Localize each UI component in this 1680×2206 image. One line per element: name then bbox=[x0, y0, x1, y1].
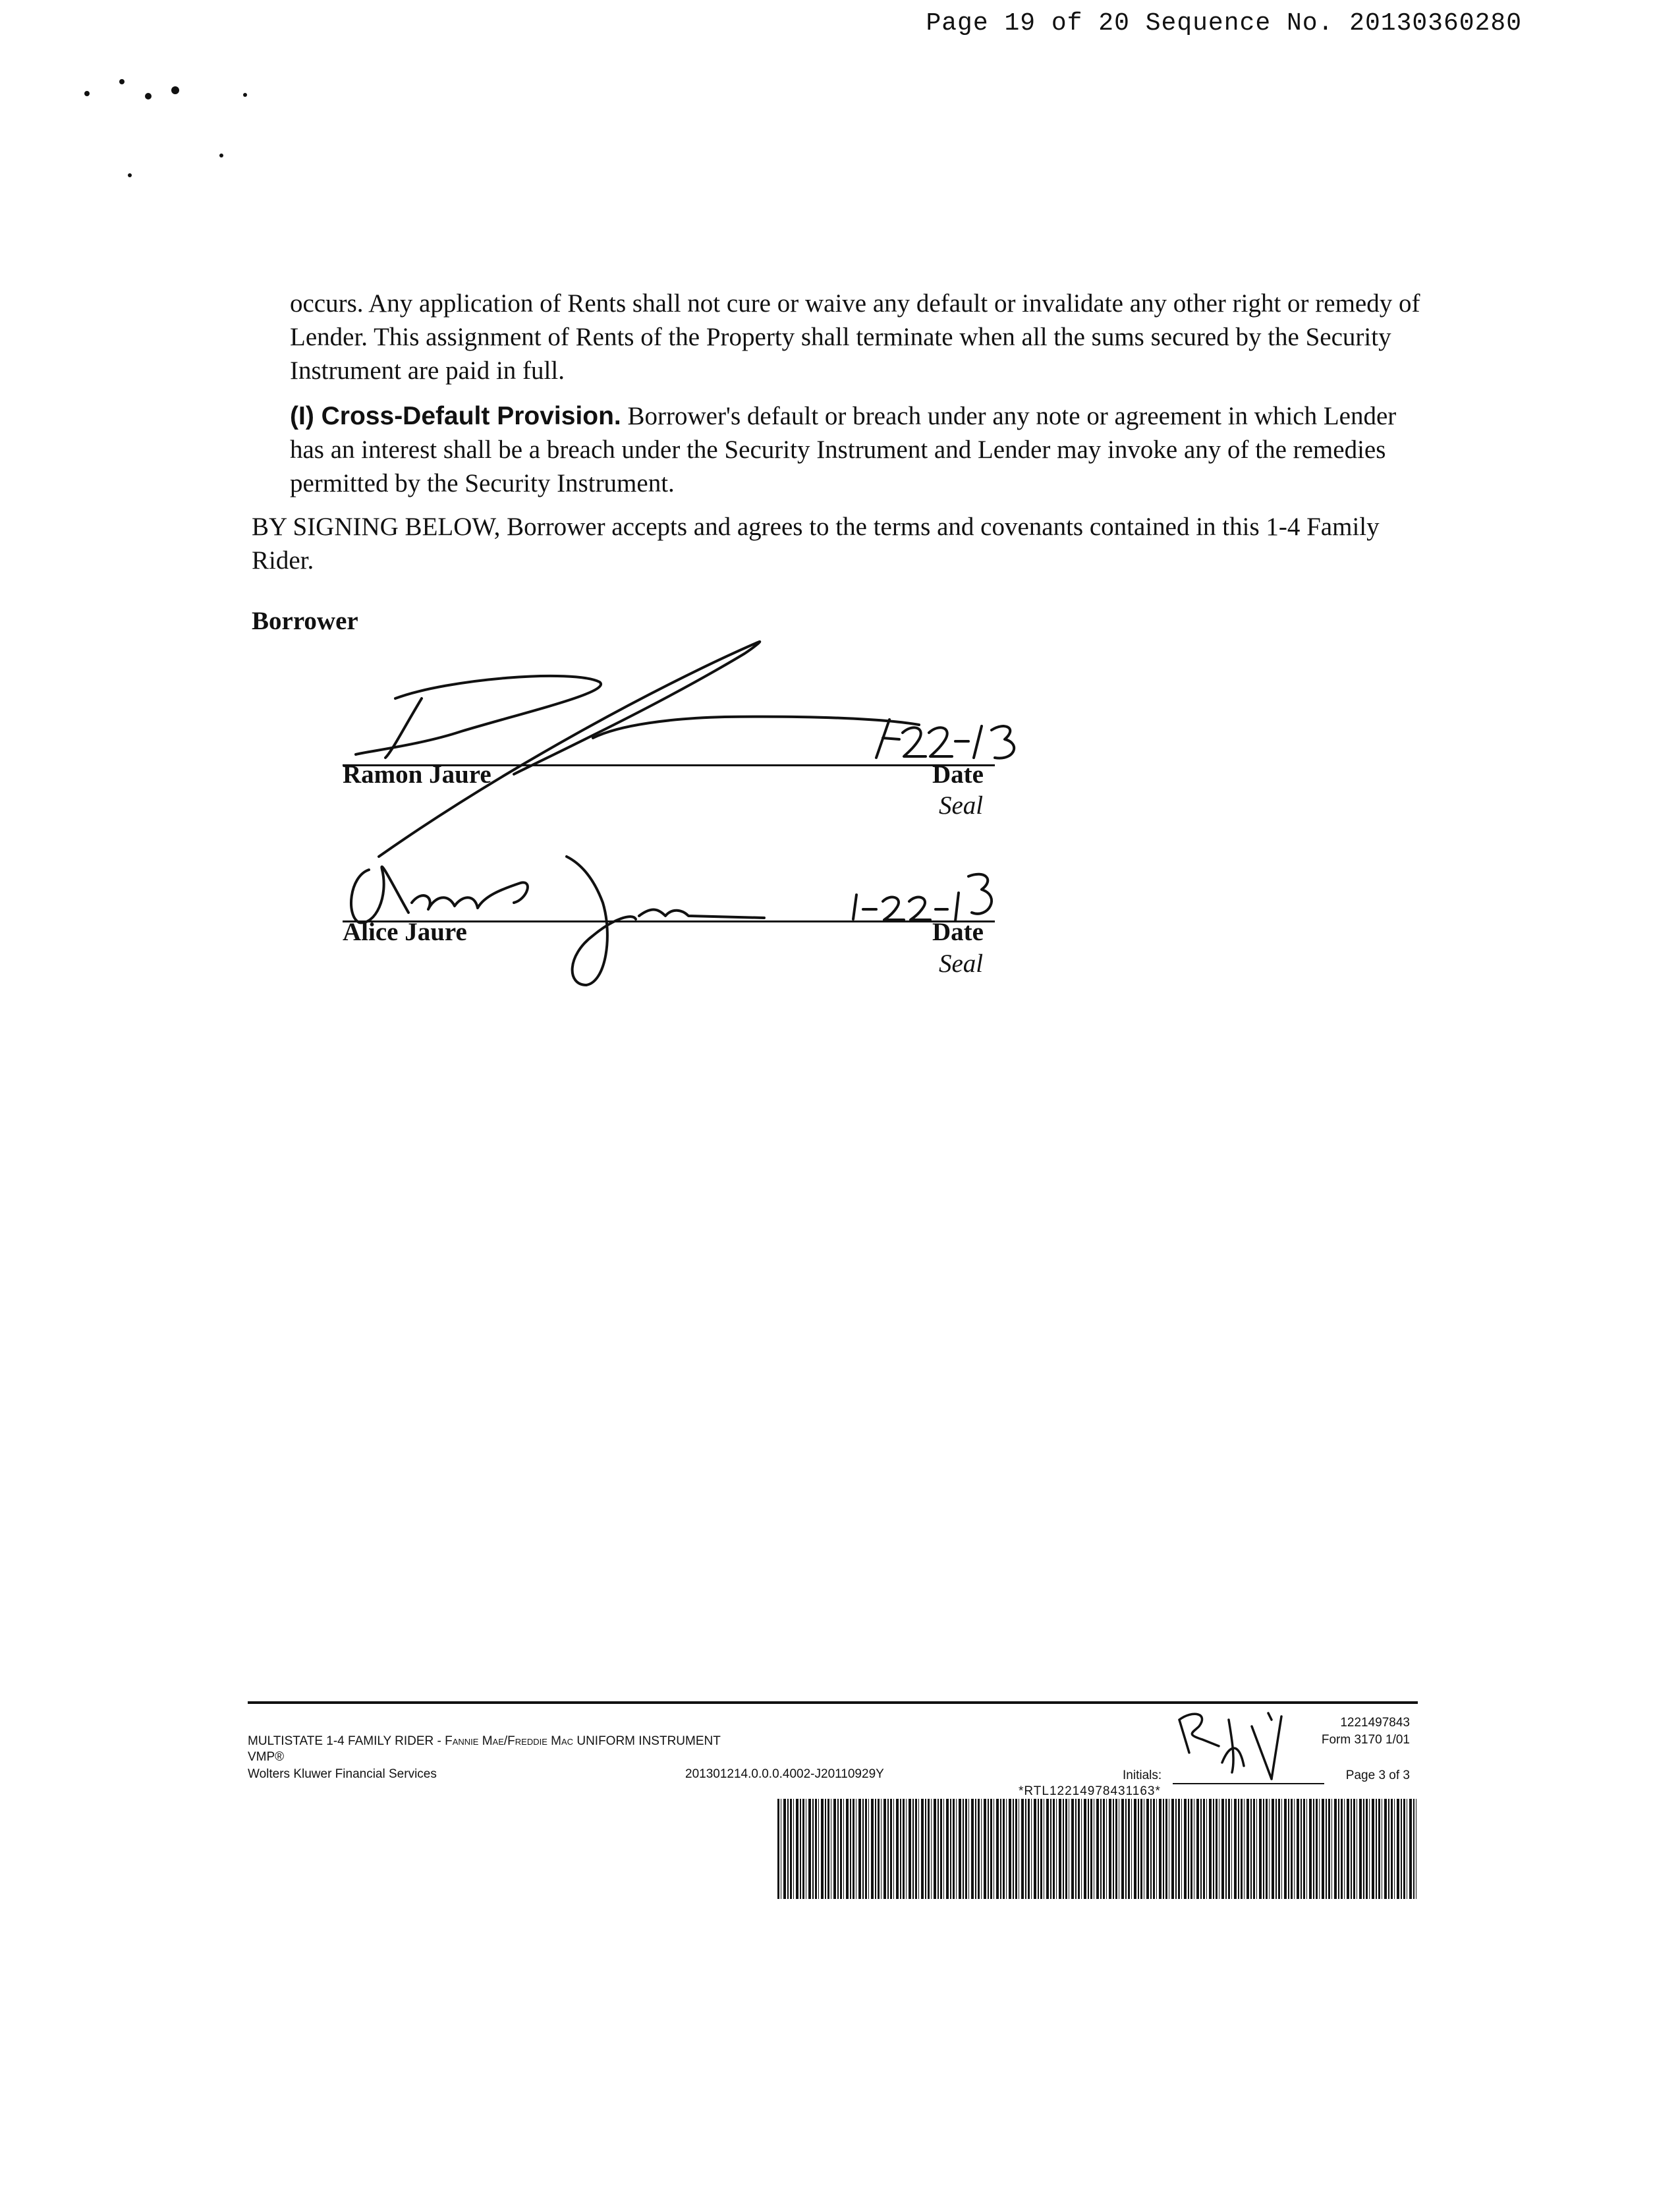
form-title: MULTISTATE 1-4 FAMILY RIDER - Fannie Mae/Freddie Mac UNIFORM INSTRUMENT bbox=[248, 1734, 721, 1748]
rents-paragraph-continuation: occurs. Any application of Rents shall not cure or waive any default or invalidate any other right or remedy of Lender. This assignment of Rents of the Property shall terminate when all the sums secured by the Security Instrument are paid in full. bbox=[290, 289, 1420, 385]
signing-statement: BY SIGNING BELOW, Borrower accepts and agrees to the terms and covenants contained in this 1-4 Family Rider. bbox=[252, 513, 1380, 575]
signer-1-seal-label: Seal bbox=[939, 791, 984, 820]
signer-1-name: Ramon Jaure bbox=[343, 760, 491, 789]
publisher-name: Wolters Kluwer Financial Services bbox=[248, 1767, 437, 1781]
signer-2-date-label: Date bbox=[932, 918, 984, 946]
cross-default-text: Borrower's default or breach under any note or agreement in which Lender has an interest shall be a breach under the Security Instrument and Lender may invoke any of the remedies permitted by the Security Instrument. bbox=[290, 402, 1397, 497]
loan-number: 1221497843 bbox=[1340, 1716, 1410, 1730]
document-code: 201301214.0.0.0.4002-J20110929Y bbox=[685, 1767, 884, 1781]
barcode bbox=[777, 1799, 1416, 1899]
handwritten-initials bbox=[1173, 1700, 1291, 1786]
signer-1-date-label: Date bbox=[932, 760, 984, 789]
handwritten-signatures bbox=[0, 0, 1680, 1028]
signer-2-name: Alice Jaure bbox=[343, 918, 467, 946]
initials-label: Initials: bbox=[1123, 1768, 1162, 1782]
page-label: Page 3 of 3 bbox=[1345, 1768, 1410, 1782]
form-number: Form 3170 1/01 bbox=[1321, 1733, 1410, 1747]
page-sequence-stamp: Page 19 of 20 Sequence No. 20130360280 bbox=[926, 9, 1522, 38]
brand-mark: VMP® bbox=[248, 1750, 285, 1764]
barcode-text: *RTL12214978431163* bbox=[1019, 1784, 1161, 1798]
signer-2-seal-label: Seal bbox=[939, 949, 984, 978]
cross-default-heading: (I) Cross-Default Provision. bbox=[290, 402, 621, 430]
borrower-heading: Borrower bbox=[252, 607, 358, 635]
